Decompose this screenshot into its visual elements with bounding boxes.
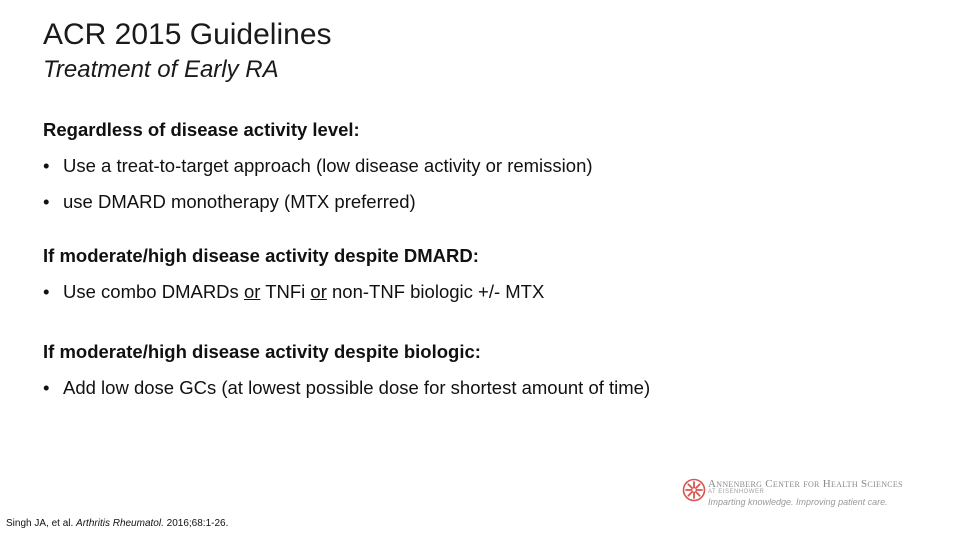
section-despite-dmard bbox=[43, 238, 544, 310]
underlined-or: or bbox=[243, 281, 261, 302]
bullet-text: Use combo DMARDs bbox=[63, 281, 244, 302]
citation-journal: Arthritis Rheumatol. bbox=[76, 518, 164, 529]
logo-sub: AT EISENHOWER bbox=[708, 489, 765, 495]
bullet-text: TNFi bbox=[260, 281, 311, 302]
citation-authors: Singh JA, et al. bbox=[6, 518, 74, 529]
section-heading: If moderate/high disease activity despite DMARD: bbox=[43, 245, 479, 266]
underlined-or: or bbox=[310, 281, 327, 302]
section-heading: If moderate/high disease activity despite biologic: bbox=[43, 341, 481, 362]
citation-details: 2016;68:1-26. bbox=[166, 518, 229, 529]
slide-subtitle: Treatment of Early RA bbox=[43, 56, 279, 83]
logo-name: Annenberg Center for Health Sciences bbox=[708, 478, 903, 490]
bullet-item: • Add low dose GCs (at lowest possible dose for shortest amount of time) bbox=[43, 370, 650, 406]
section-heading: Regardless of disease activity level: bbox=[43, 119, 360, 140]
slide-title: ACR 2015 Guidelines bbox=[43, 18, 332, 51]
citation bbox=[6, 517, 228, 531]
section-despite-biologic bbox=[43, 334, 650, 406]
bullet-text: non-TNF biologic +/- MTX bbox=[326, 281, 545, 302]
annenberg-emblem-icon bbox=[682, 478, 706, 502]
annenberg-logo bbox=[682, 476, 942, 512]
bullet-item bbox=[43, 274, 544, 310]
section-any-activity bbox=[43, 112, 593, 220]
bullet-item: • use DMARD monotherapy (MTX preferred) bbox=[43, 184, 593, 220]
bullet-item: • Use a treat-to-target approach (low disease activity or remission) bbox=[43, 148, 593, 184]
logo-tagline: Imparting knowledge. Improving patient care. bbox=[708, 497, 888, 507]
